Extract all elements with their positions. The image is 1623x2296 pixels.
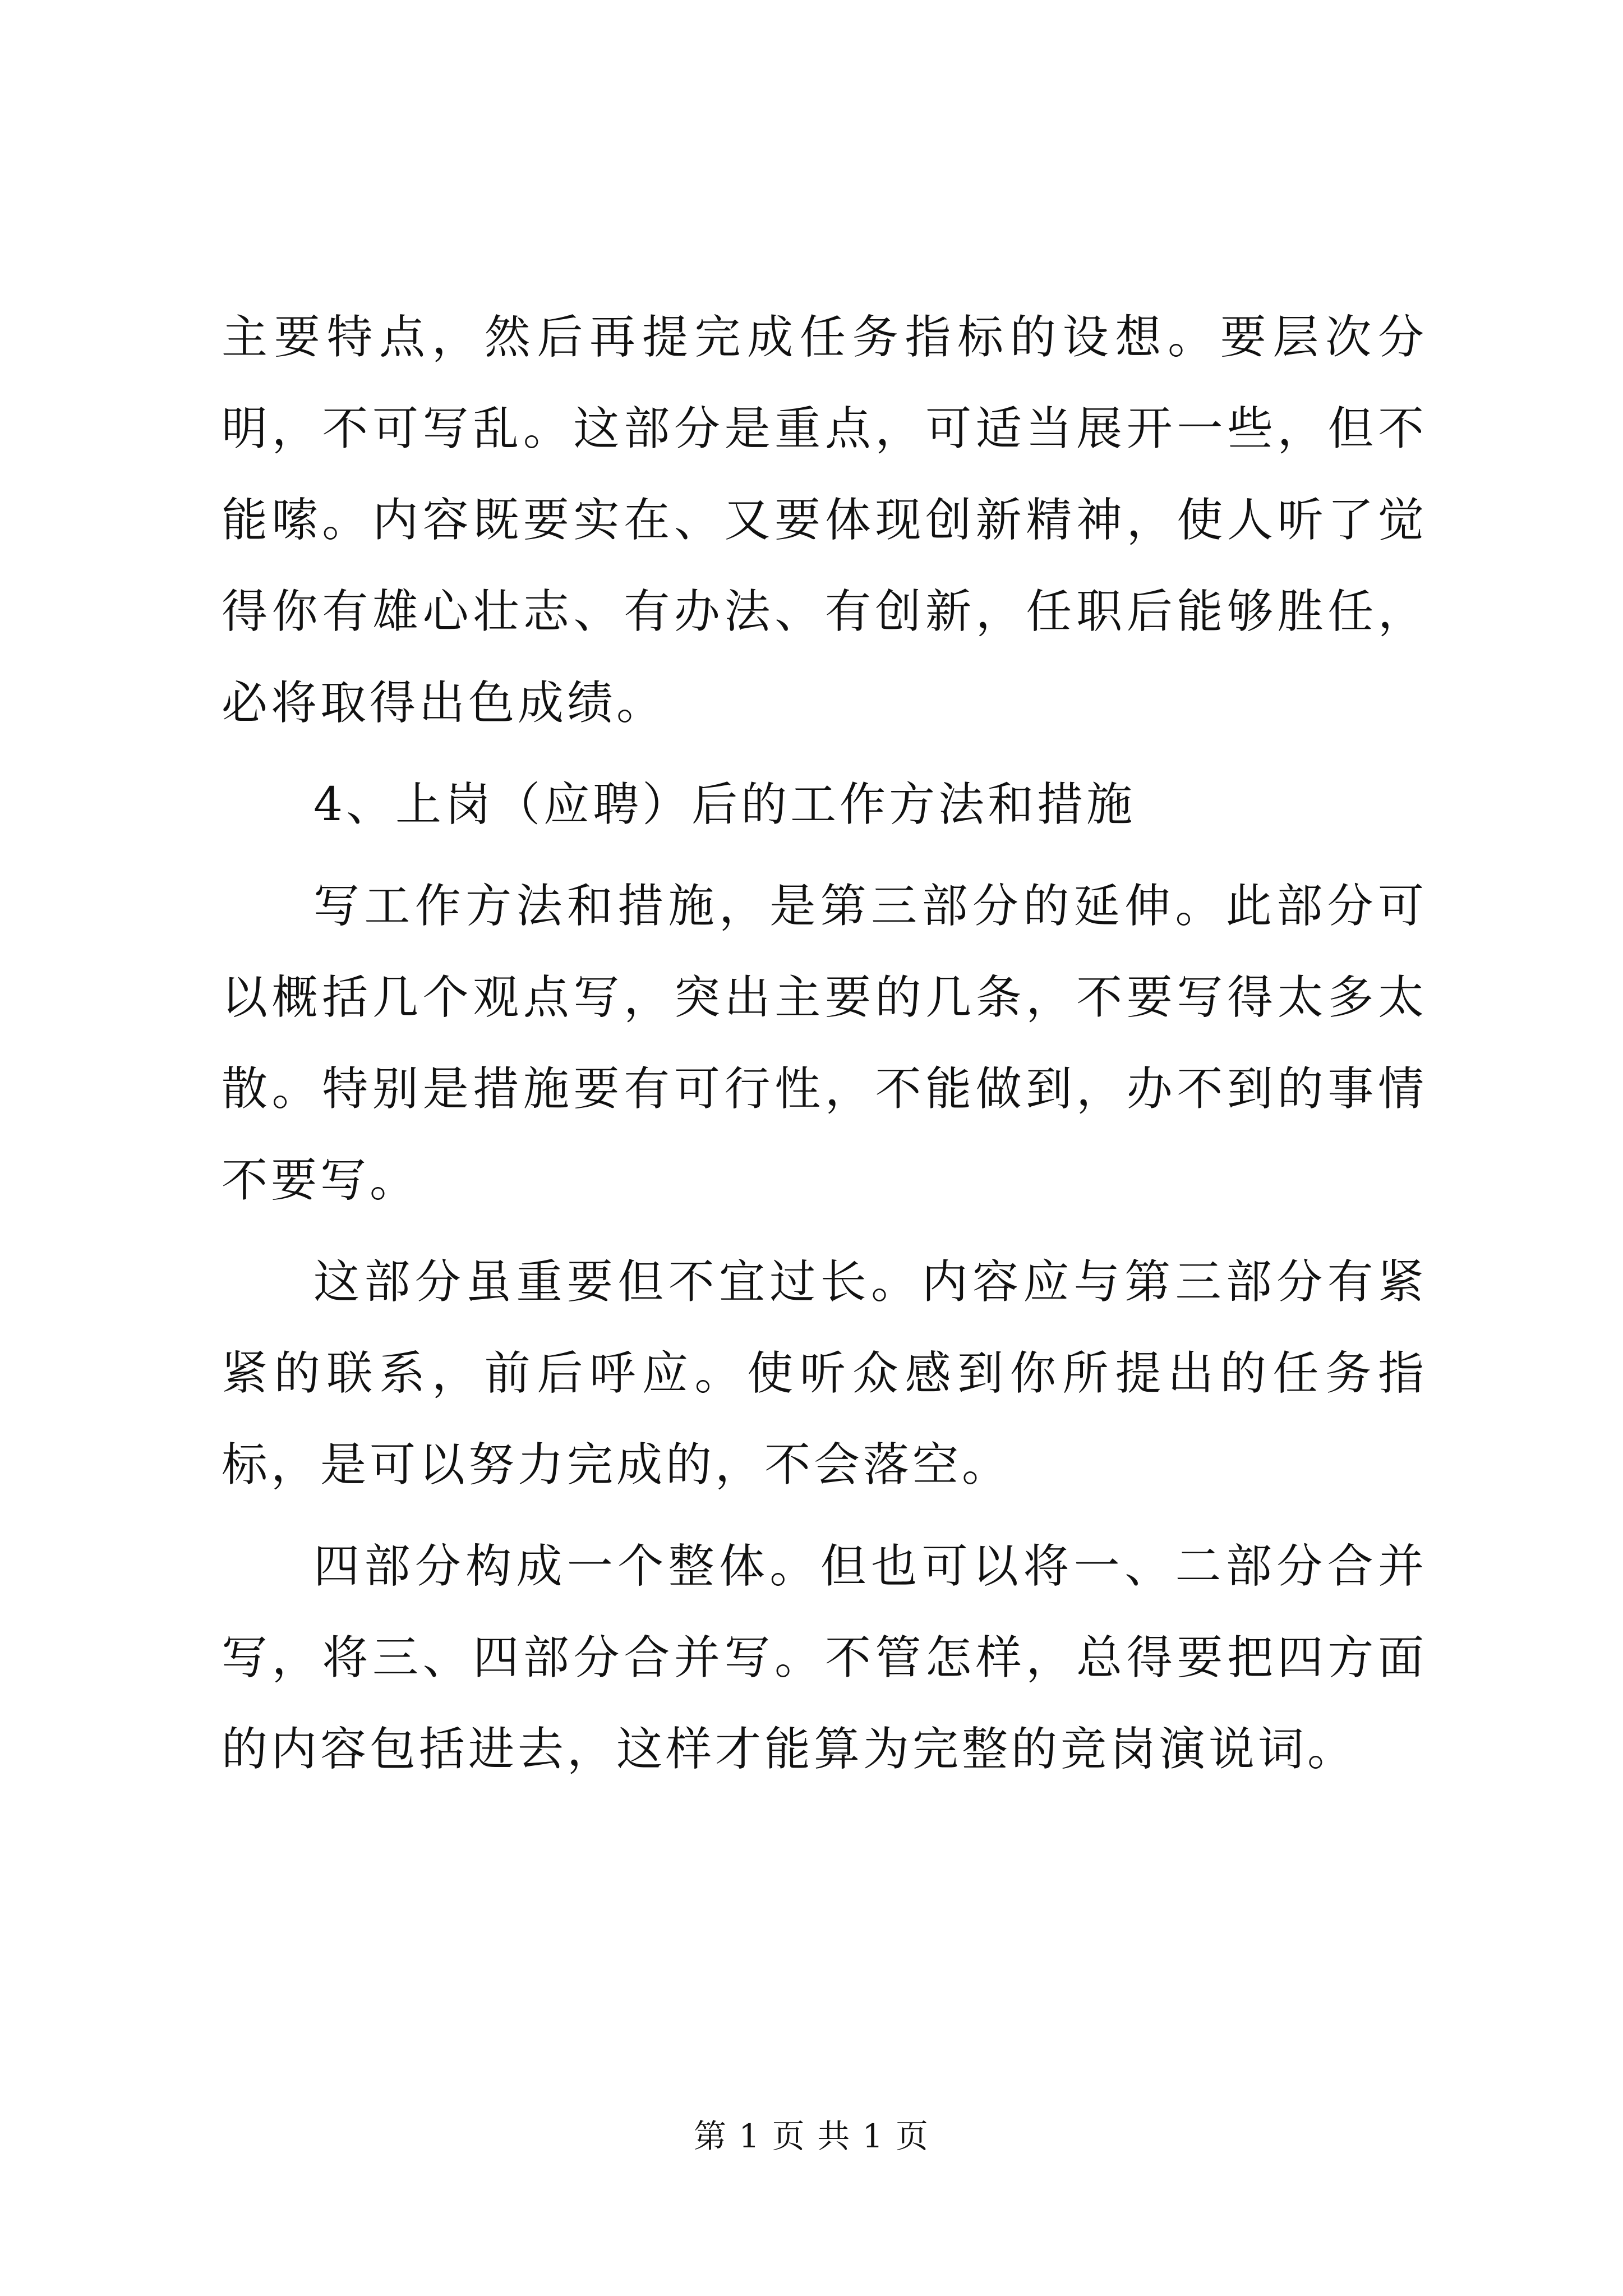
paragraph-5: 四部分构成一个整体。但也可以将一、二部分合并写，将三、四部分合并写。不管怎样，总得要把四方面的内容包括进去，这样才能算为完整的竞岗演说词。 <box>222 1540 1427 1776</box>
paragraph-1: 主要特点，然后再提完成任务指标的设想。要层次分明，不可写乱。这部分是重点，可适当展开一些，但不能嗦。内容既要实在、又要体现创新精神，使人听了觉得你有雄心壮志、有办法、有创新，任职后能够胜任，必将取得出色成绩。 <box>222 311 1427 730</box>
section-heading-4: 4、上岗（应聘）后的工作方法和措施 <box>313 778 1136 831</box>
paragraph-3: 写工作方法和措施，是第三部分的延伸。此部分可以概括几个观点写，突出主要的几条，不要写得太多太散。特别是措施要有可行性，不能做到，办不到的事情不要写。 <box>222 880 1427 1207</box>
page-number-label: 第 1 页 共 1 页 <box>694 2117 929 2155</box>
paragraph-4: 这部分虽重要但不宜过长。内容应与第三部分有紧紧的联系，前后呼应。使听众感到你所提出的任务指标，是可以努力完成的，不会落空。 <box>222 1255 1427 1492</box>
document-body <box>222 292 1427 1805</box>
page-footer <box>0 2114 1623 2159</box>
